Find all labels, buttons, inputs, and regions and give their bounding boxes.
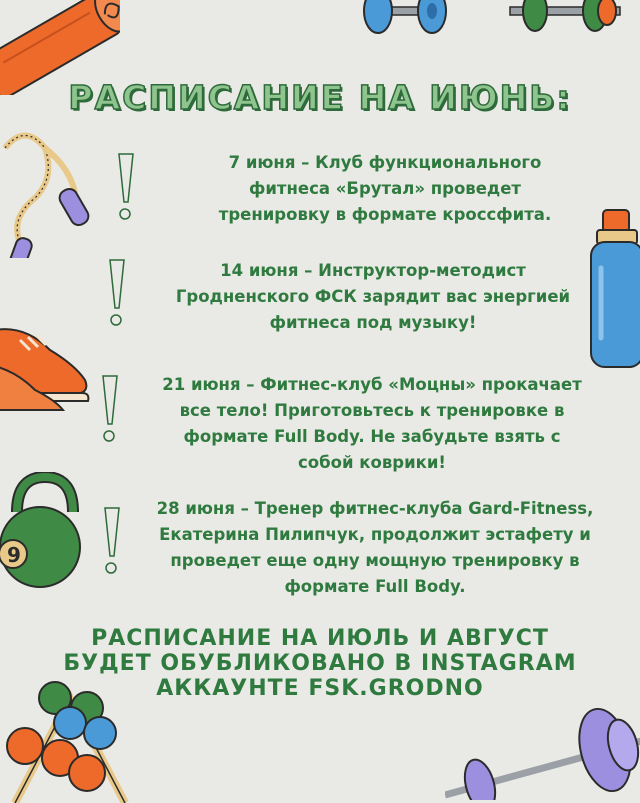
entry-line: проведет еще одну мощную тренировку в: [170, 551, 580, 570]
entry-line: Екатерина Пилипчук, продолжит эстафету и: [159, 525, 591, 544]
schedule-entry: [128, 258, 618, 336]
entry-line: 14 июня – Инструктор-методист: [220, 261, 526, 280]
entry-line: формате Full Body.: [284, 577, 466, 596]
exclamation-icon: [97, 374, 121, 444]
entry-line: формате Full Body. Не забудьте взять с: [183, 427, 561, 446]
entry-line: Гродненского ФСК зарядит вас энергией: [175, 287, 571, 306]
entry-line: тренировку в формате кроссфита.: [218, 205, 552, 224]
entry-line: фитнеса «Брутал» проведет: [249, 179, 521, 198]
entry-line: фитнеса под музыку!: [269, 313, 477, 332]
sneakers-icon: [0, 315, 95, 420]
dumbbell-icon: [495, 0, 640, 45]
schedule-entry: [150, 150, 620, 228]
exclamation-icon: [113, 152, 137, 222]
entry-line: 21 июня – Фитнес-клуб «Моцны» прокачает: [162, 375, 582, 394]
entry-line: все тело! Приготовьтесь к тренировке в: [179, 401, 565, 420]
schedule-entry: [125, 496, 625, 600]
entry-line: 28 июня – Тренер фитнес-клуба Gard-Fitness,: [156, 499, 594, 518]
dumbbell-icon: [350, 0, 460, 55]
footer-announcement: [0, 626, 640, 701]
entry-line: собой коврики!: [298, 453, 446, 472]
svg-text:9: 9: [7, 543, 21, 567]
page-title: РАСПИСАНИЕ НА ИЮНЬ:: [68, 78, 572, 117]
exclamation-icon: [99, 506, 123, 576]
exclamation-icon: [104, 258, 128, 328]
kettlebell-icon: [0, 472, 85, 592]
footer-line: АККАУНТЕ FSK.GRODNO: [156, 676, 484, 701]
footer-line: БУДЕТ ОБУБЛИКОВАНО В INSTAGRAM: [63, 651, 577, 676]
jump-rope-icon: [0, 128, 105, 258]
barbell-icon: [445, 700, 640, 800]
footer-line: РАСПИСАНИЕ НА ИЮЛЬ И АВГУСТ: [91, 626, 549, 651]
schedule-entry: [122, 372, 622, 476]
entry-line: 7 июня – Клуб функционального: [228, 153, 542, 172]
